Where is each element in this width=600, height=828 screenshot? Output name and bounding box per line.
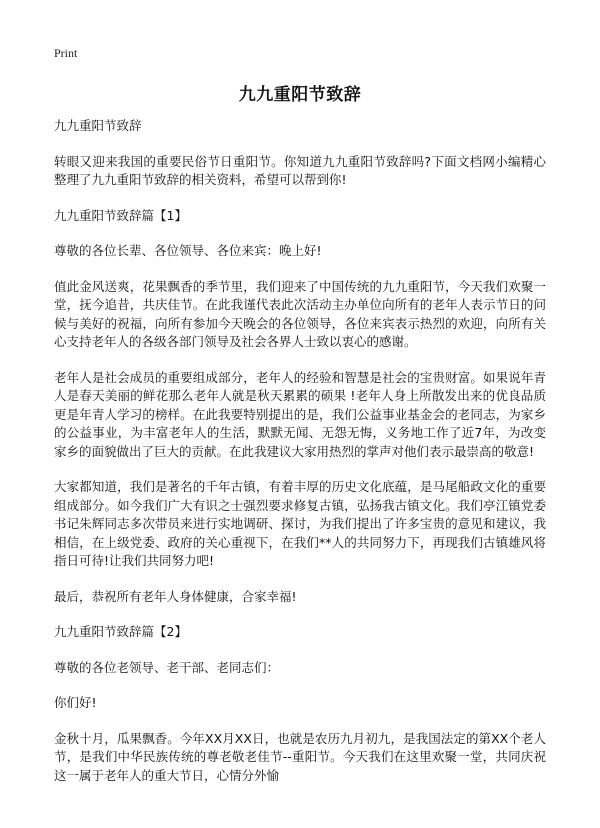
greeting-paragraph: 尊敬的各位长辈、各位领导、各位来宾：晚上好!	[54, 243, 322, 258]
section-heading-1: 九九重阳节致辞篇【1】	[54, 207, 187, 223]
body-paragraph: 老年人是社会成员的重要组成部分，老年人的经验和智慧是社会的宝贵财富。如果说年青人是春天美丽的鲜花那么老年人就是秋天累累的硕果 !老年人身上所散发出来的优良品质更是年青人学习的榜样。在此我要特别提出的是，我们公益事业基金会的老同志，为家乡的公益事业，为丰富老年人的生活，默默无闻、无怨无悔，义务地工作了近7年，为改变家乡的面貌做出了巨大的贡献。在此我建议大家用热烈的掌声对他们表示最崇高的敬意!	[54, 369, 546, 459]
greeting-paragraph: 尊敬的各位老领导、老干部、老同志们：	[54, 659, 280, 675]
body-paragraph: 金秋十月，瓜果飘香。今年XX月XX日，也就是农历九月初九，是我国法定的第XX个老人节，是我们中华民族传统的尊老敬老佳节--重阳节。今天我们在这里欢聚一堂，共同庆祝这一属于老年人的重大节日，心情分外愉	[54, 730, 546, 783]
document-title: 九九重阳节致辞	[238, 85, 362, 105]
greeting-paragraph: 你们好!	[54, 695, 97, 710]
closing-paragraph: 最后，恭祝所有老年人身体健康，合家幸福!	[54, 588, 297, 604]
body-paragraph: 值此金风送爽，花果飘香的季节里，我们迎来了中国传统的九九重阳节，今天我们欢聚一堂，抚今追昔，共庆佳节。在此我谨代表此次活动主办单位向所有的老年人表示节日的问候与美好的祝福，向所有参加今天晚会的各位领导，各位来宾表示热烈的欢迎，向所有关心支持老年人的各级各部门领导及社会各界人士致以衷心的感谢。	[54, 278, 546, 349]
body-paragraph: 大家都知道，我们是著名的千年古镇，有着丰厚的历史文化底蕴，是马尾船政文化的重要组成部分。如今我们广大有识之士强烈要求修复古镇，弘扬我古镇文化。我们亭江镇党委书记朱辉同志多次带员来进行实地调研、探讨，为我们提出了许多宝贵的意见和建议，我相信，在上级党委、政府的关心重视下，在我们**人的共同努力下，再现我们古镇雄风将指日可待!让我们共同努力吧!	[54, 479, 546, 568]
intro-paragraph: 转眼又迎来我国的重要民俗节日重阳节。你知道九九重阳节致辞吗?下面文档网小编精心整理了九九重阳节致辞的相关资料，希望可以帮到你!	[54, 153, 546, 187]
print-link[interactable]: Print	[54, 46, 78, 60]
section-heading-2: 九九重阳节致辞篇【2】	[54, 624, 187, 639]
subtitle-paragraph: 九九重阳节致辞	[54, 118, 142, 133]
document-body	[54, 117, 546, 802]
